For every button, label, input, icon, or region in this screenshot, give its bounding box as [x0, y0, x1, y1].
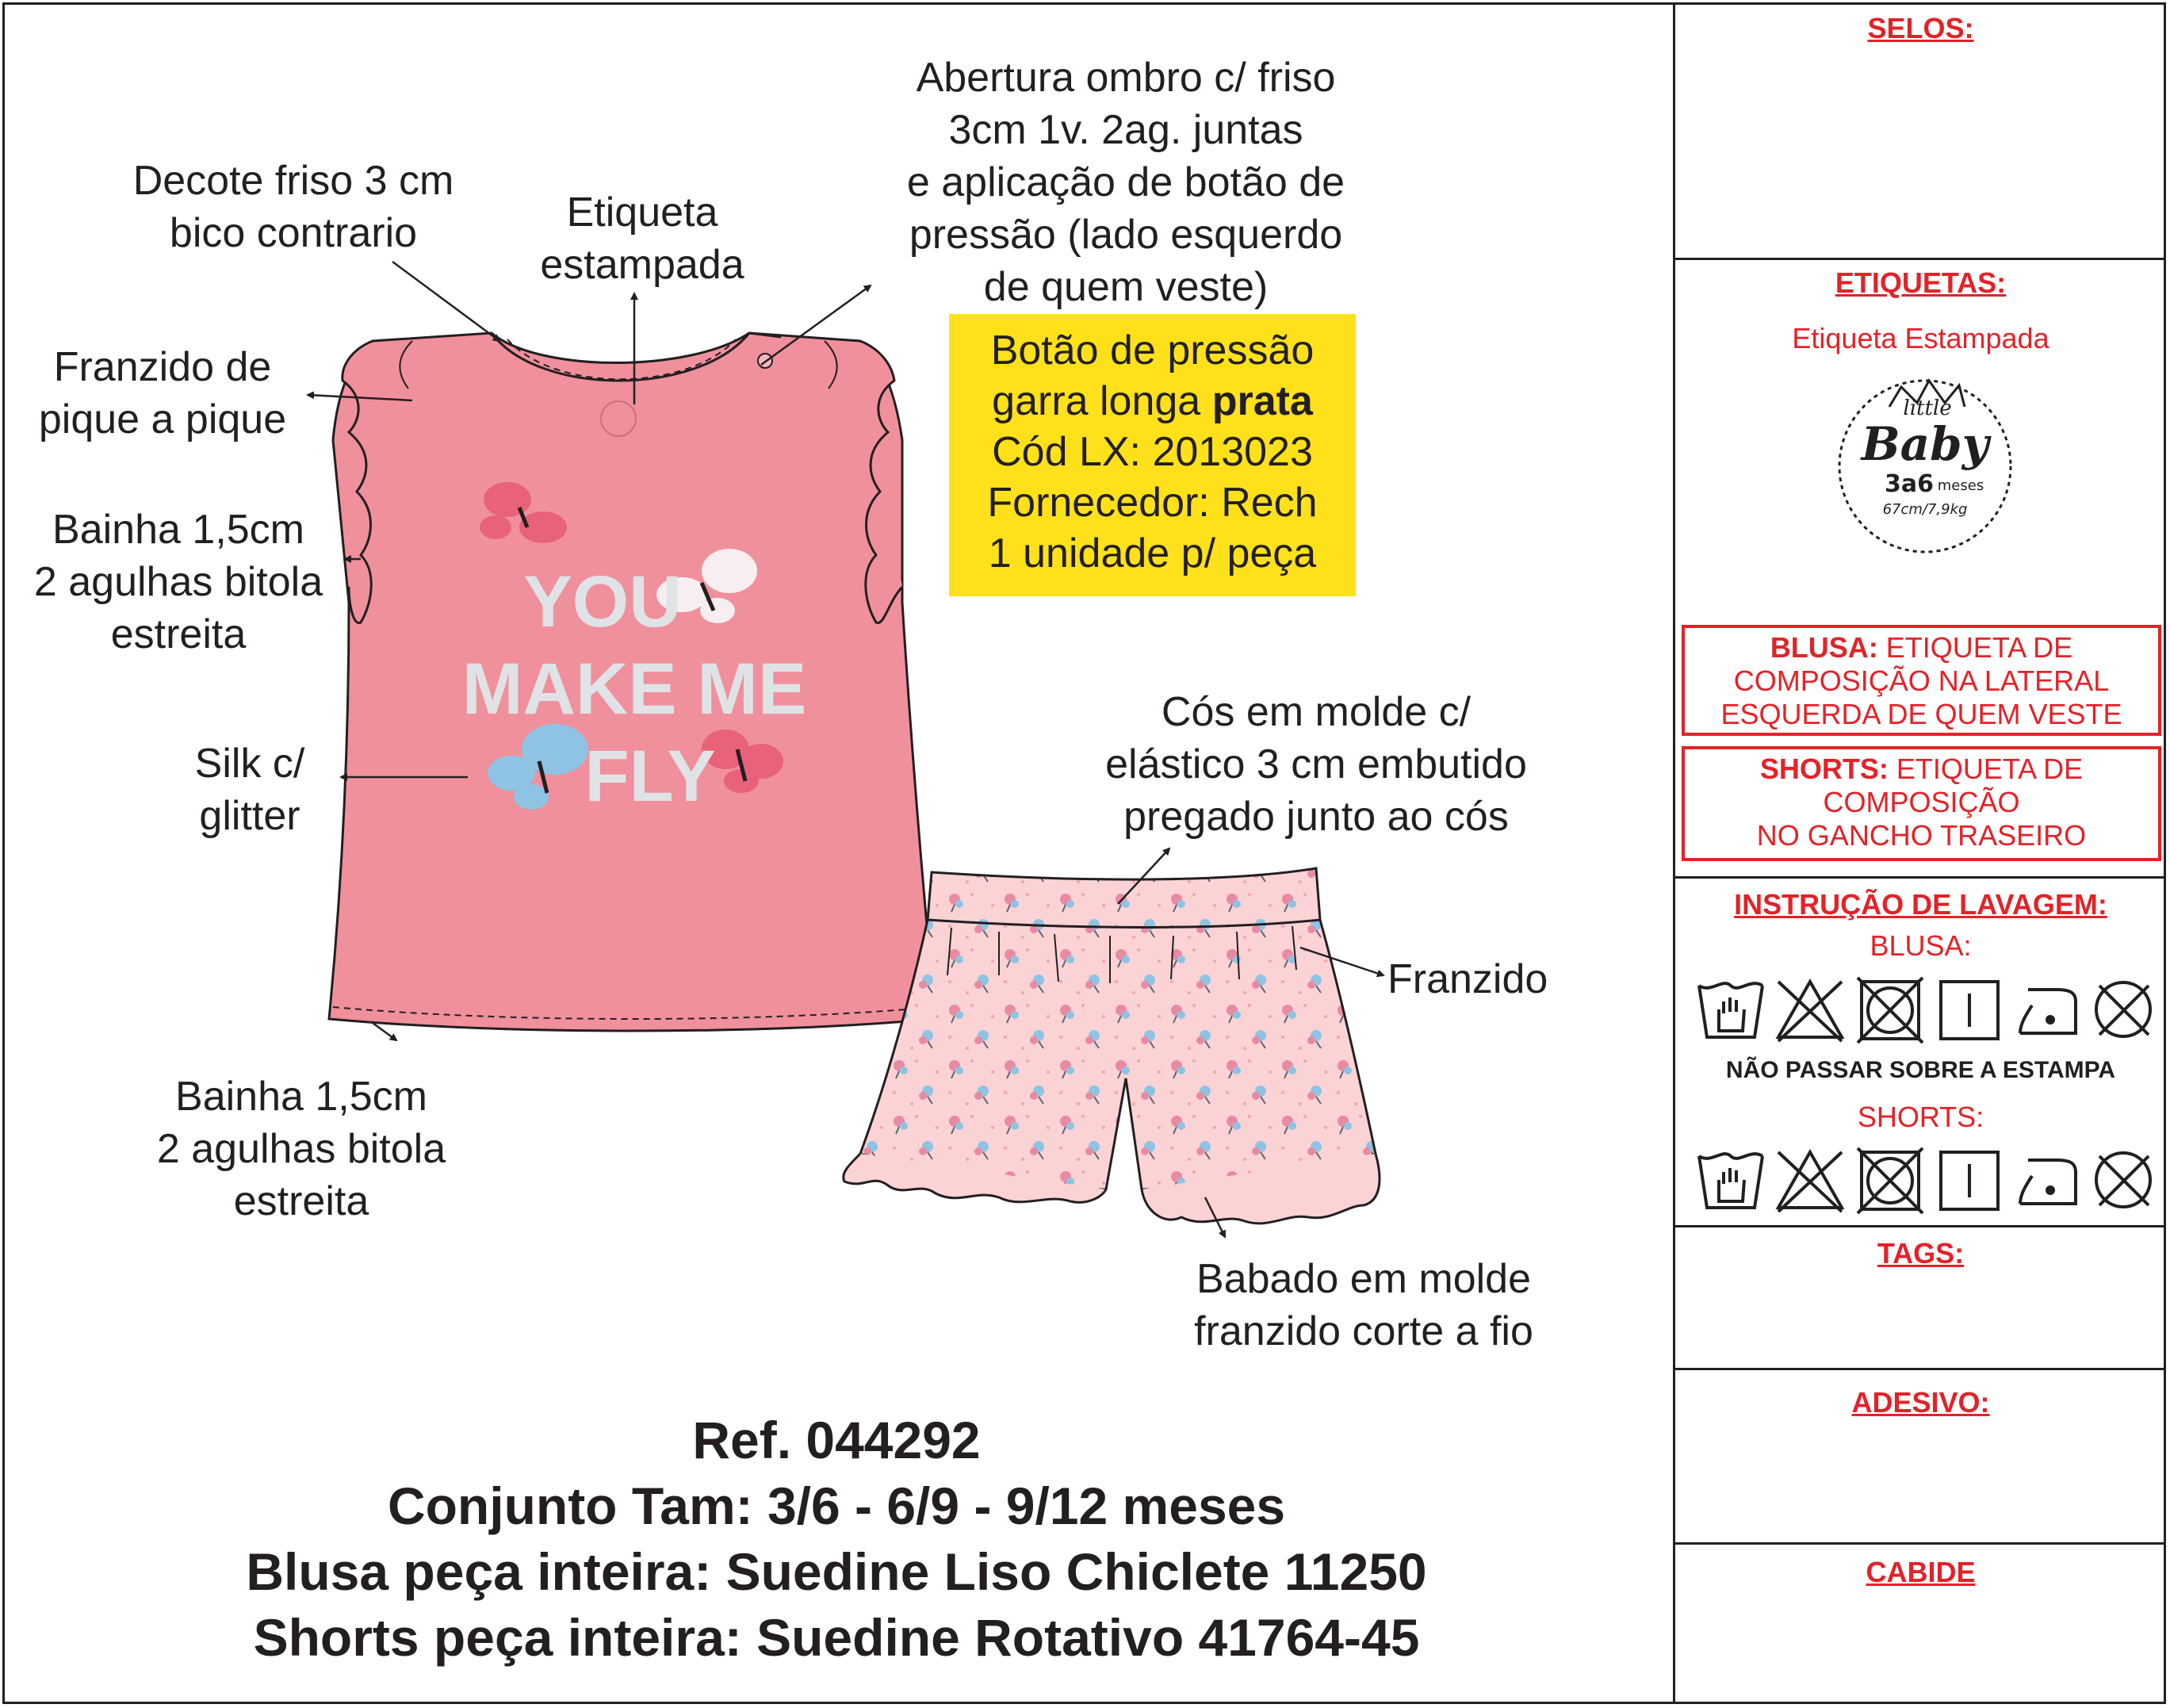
nao-passar-warning: NÃO PASSAR SOBRE A ESTAMPA	[1725, 1057, 2116, 1083]
annotation-bainha-barra: Bainha 1,5cm 2 agulhas bitola estreita	[156, 1074, 446, 1224]
print-text-line1: YOU	[523, 561, 682, 642]
section-tags	[1675, 1227, 2166, 1370]
button-spec-line: garra longa prata	[992, 378, 1313, 424]
no-tumble-dry-icon	[1858, 1148, 1923, 1213]
annotation-bainha-manga: Bainha 1,5cm 2 agulhas bitola estreita	[33, 507, 323, 657]
button-spec-line: Cód LX: 2013023	[992, 429, 1313, 475]
product-shorts-fabric: Shorts peça inteira: Suedine Rotativo 41764-45	[253, 1608, 1420, 1667]
annotation-etiqueta: Etiqueta estampada	[540, 190, 744, 288]
section-title: ADESIVO:	[1851, 1386, 1990, 1419]
hand-wash-icon	[1699, 1154, 1762, 1208]
section-lavagem	[1675, 879, 2166, 1227]
print-text-line2: MAKE ME	[461, 649, 807, 730]
annotation-cos: Cós em molde c/ elástico 3 cm embutido pregado junto ao cós	[1105, 689, 1527, 840]
button-spec-line: Fornecedor: Rech	[987, 480, 1318, 526]
svg-text:little: little	[1903, 396, 1952, 420]
section-title: SELOS:	[1867, 12, 1974, 44]
annotation-decote: Decote friso 3 cm bico contrario	[132, 158, 454, 256]
product-blusa-fabric: Blusa peça inteira: Suedine Liso Chiclete 11250	[246, 1542, 1427, 1601]
hand-wash-icon	[1699, 983, 1762, 1037]
annotation-franzido-pique: Franzido de pique a pique	[38, 344, 287, 442]
line-dry-icon	[1941, 982, 1998, 1039]
etiqueta-estampada-label: Etiqueta Estampada	[1792, 322, 2049, 354]
product-sizes: Conjunto Tam: 3/6 - 6/9 - 9/12 meses	[387, 1476, 1286, 1535]
blusa-label-box: BLUSA: ETIQUETA DE COMPOSIÇÃO NA LATERAL ESQUERDA DE QUEM VESTE	[1682, 625, 2161, 736]
section-cabide	[1675, 1545, 2166, 1704]
shorts-care-icons	[1695, 1144, 2155, 1216]
blouse-drawing	[329, 333, 936, 1031]
section-etiquetas	[1675, 260, 2166, 879]
line-dry-icon	[1941, 1152, 1998, 1209]
annotation-abertura: Abertura ombro c/ friso 3cm 1v. 2ag. juntas e aplicação de botão de pressão (lado esquerdo de quem veste)	[906, 55, 1345, 310]
svg-text:Baby: Baby	[1861, 417, 1989, 471]
section-title: CABIDE	[1866, 1556, 1976, 1588]
blusa-care-icons	[1695, 974, 2155, 1045]
no-dry-clean-icon	[2096, 1153, 2150, 1207]
no-tumble-dry-icon	[1858, 978, 1923, 1043]
button-spec-box	[949, 314, 1356, 596]
button-spec-line: 1 unidade p/ peça	[988, 530, 1317, 576]
section-title: INSTRUÇÃO DE LAVAGEM:	[1734, 888, 2107, 921]
section-adesivo	[1675, 1370, 2166, 1545]
annotation-franzido: Franzido	[1387, 956, 1548, 1002]
shorts-care-title: SHORTS:	[1857, 1101, 1984, 1133]
svg-text:meses: meses	[1937, 477, 1984, 494]
section-title: TAGS:	[1877, 1237, 1965, 1270]
iron-low-icon	[2020, 990, 2076, 1033]
printed-label-logo	[1834, 371, 2016, 553]
annotation-babado: Babado em molde franzido corte a fio	[1194, 1256, 1533, 1354]
shorts-label-box: SHORTS: ETIQUETA DE COMPOSIÇÃO NO GANCHO TRASEIRO	[1682, 746, 2161, 861]
product-ref: Ref. 044292	[692, 1411, 981, 1469]
print-text-line3: FLY	[584, 736, 716, 817]
section-title: ETIQUETAS:	[1835, 266, 2007, 299]
no-bleach-icon	[1778, 1152, 1842, 1212]
svg-text:3a6: 3a6	[1885, 470, 1934, 498]
annotation-silk: Silk c/ glitter	[194, 741, 305, 839]
section-selos	[1675, 2, 2166, 260]
no-dry-clean-icon	[2096, 982, 2150, 1036]
blusa-care-title: BLUSA:	[1870, 929, 1972, 962]
iron-low-icon	[2020, 1160, 2076, 1204]
button-spec-line: Botão de pressão	[990, 327, 1315, 373]
no-bleach-icon	[1778, 982, 1842, 1041]
spec-sidebar	[1673, 2, 2166, 1704]
svg-text:67cm/7,9kg: 67cm/7,9kg	[1882, 501, 1968, 518]
